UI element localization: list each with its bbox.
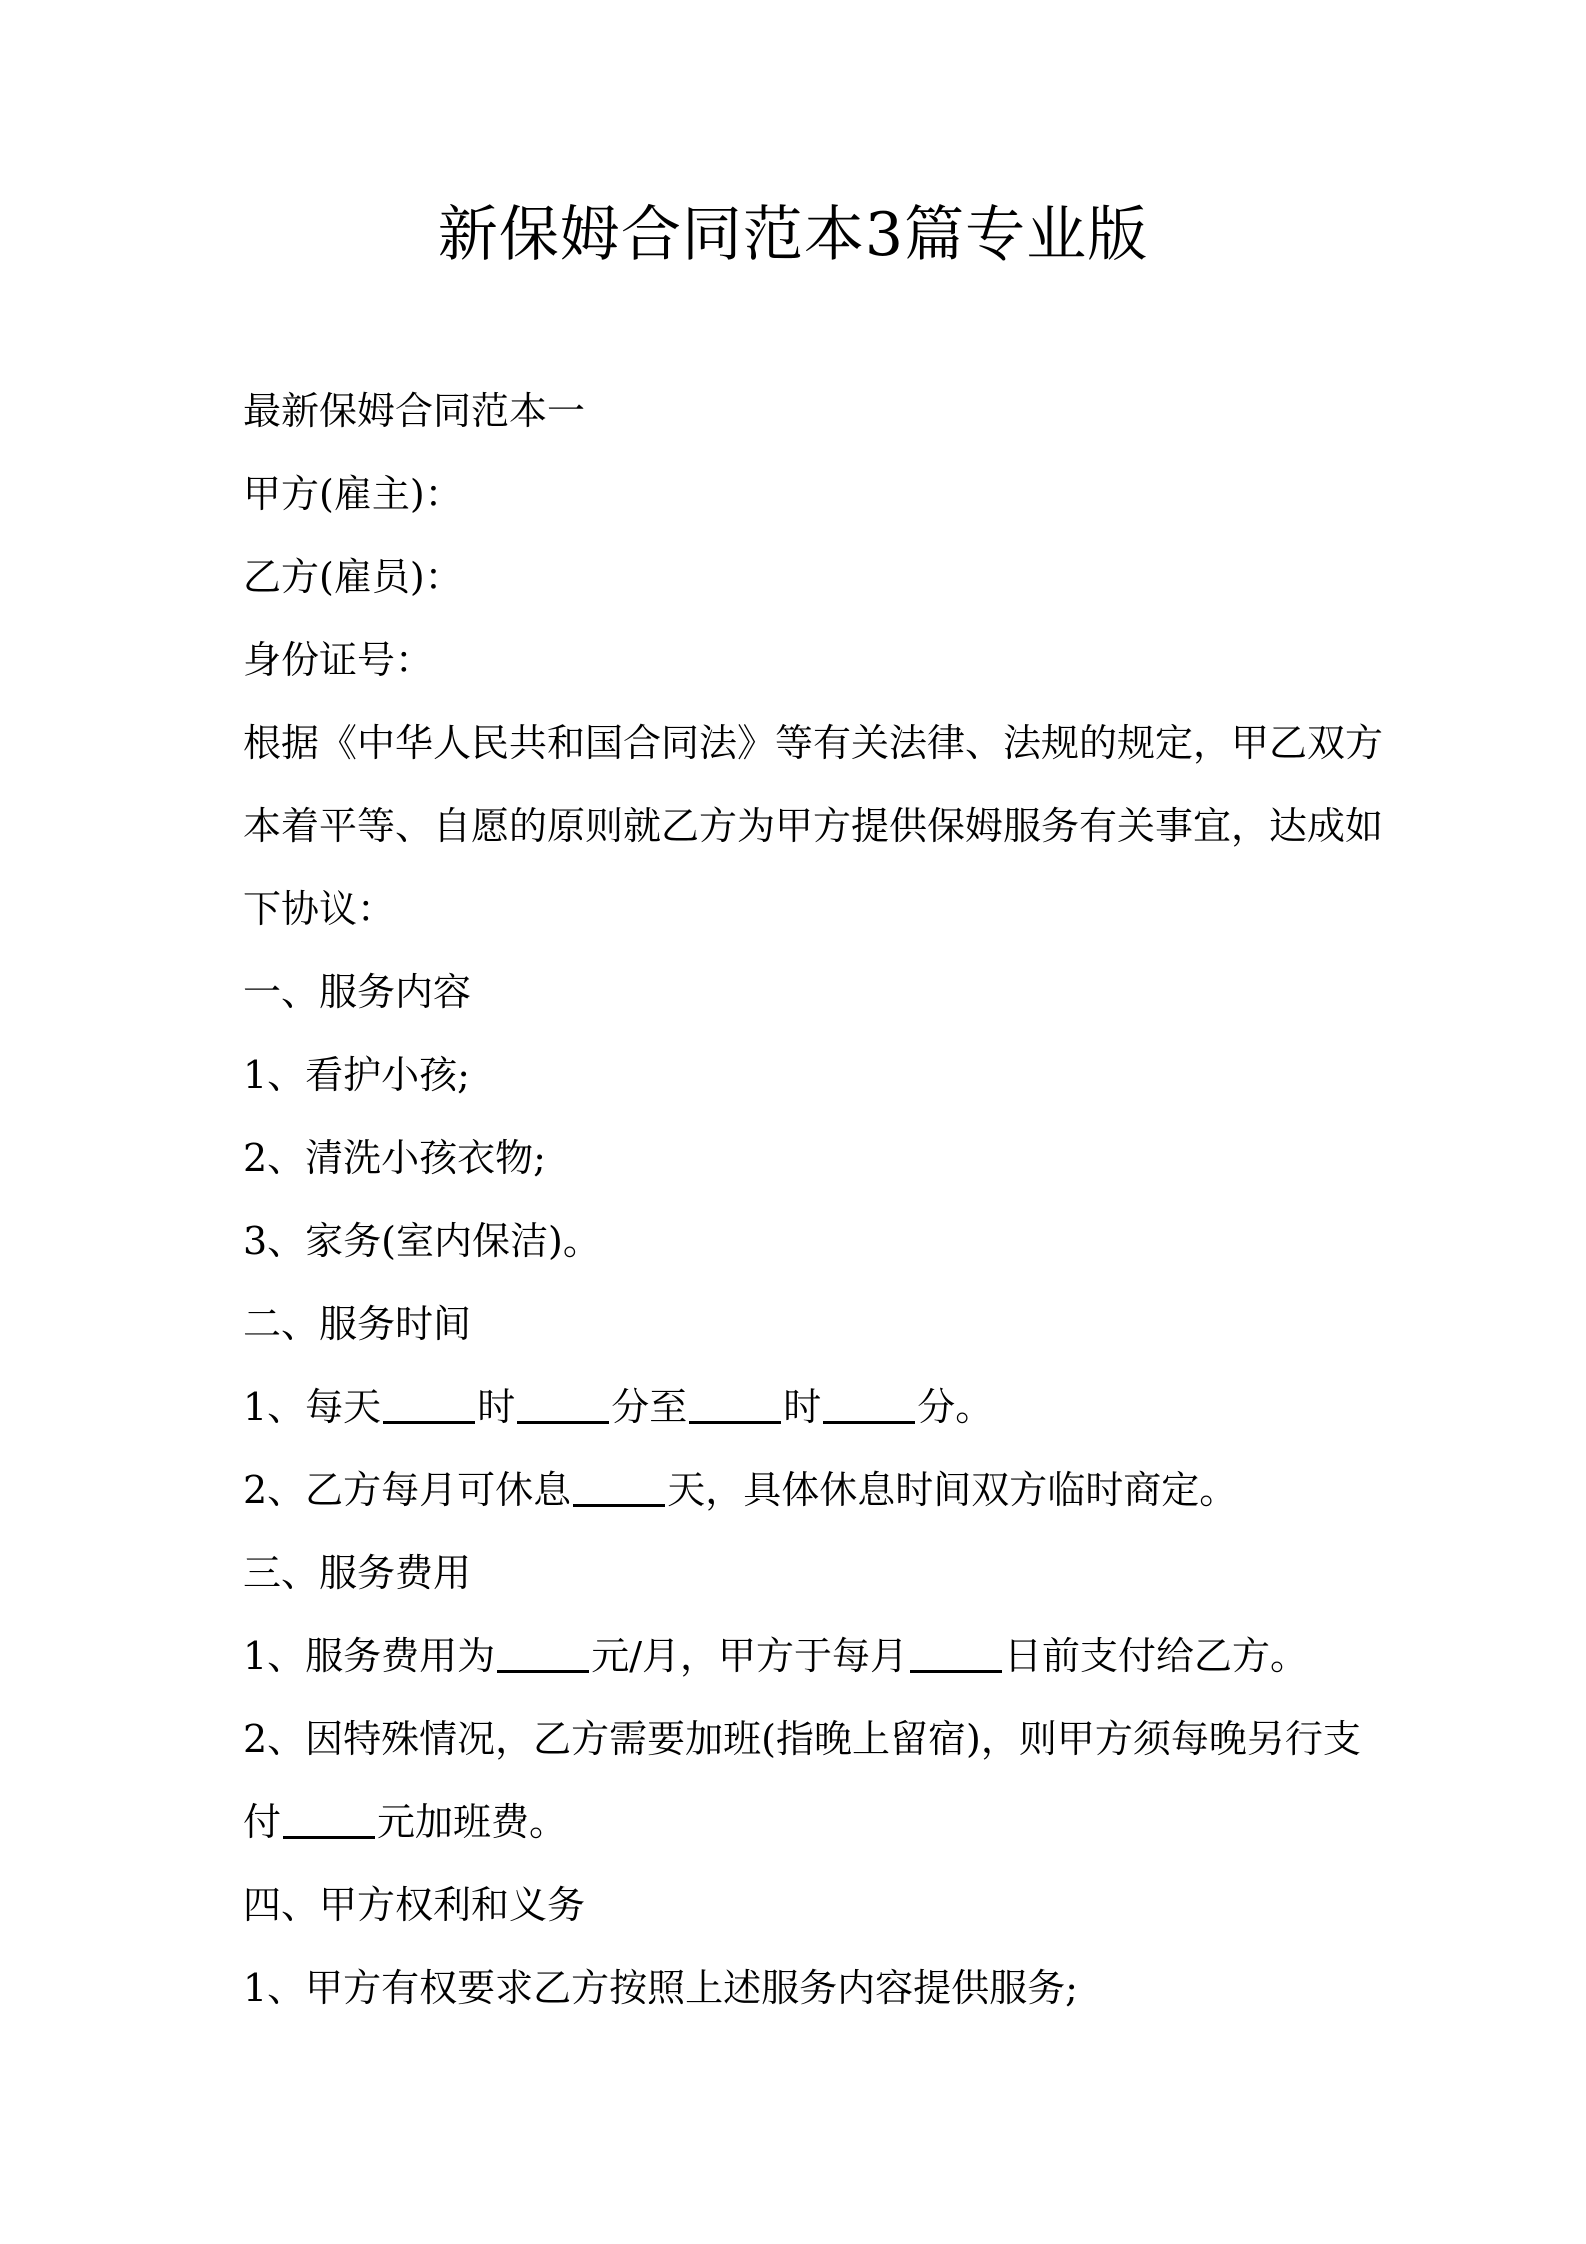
clause-heading: 四、甲方权利和义务 — [243, 1883, 586, 1927]
fill-in-blank — [497, 1669, 589, 1673]
paragraph-line: 下协议： — [243, 887, 396, 931]
clause-text: 2、乙方每月可休息 — [243, 1468, 572, 1512]
clause-text: 元/月，甲方于每月 — [591, 1634, 908, 1678]
clause-text: 1、服务费用为 — [243, 1634, 496, 1678]
clause-item — [243, 1781, 1363, 1864]
clause-text: 时 — [783, 1385, 822, 1429]
clause-item: 1、看护小孩; — [243, 1053, 470, 1097]
fill-in-blank — [823, 1420, 915, 1424]
fill-in-blank — [689, 1420, 781, 1424]
clause-text: 付 — [243, 1800, 282, 1844]
fill-in-blank — [910, 1669, 1002, 1673]
clause-item: 3、家务(室内保洁)。 — [243, 1219, 601, 1263]
paragraph-line: 根据《中华人民共和国合同法》等有关法律、法规的规定，甲乙双方 — [243, 721, 1384, 765]
clause-heading: 三、服务费用 — [243, 1551, 472, 1595]
fill-in-blank — [517, 1420, 609, 1424]
clause-text: 分至 — [611, 1385, 688, 1429]
clause-item: 1、甲方有权要求乙方按照上述服务内容提供服务; — [243, 1966, 1078, 2010]
clause-text: 日前支付给乙方。 — [1004, 1634, 1309, 1678]
section-heading: 最新保姆合同范本一 — [243, 389, 586, 433]
document-body — [243, 370, 1384, 2030]
party-a-label: 甲方(雇主)： — [243, 472, 463, 516]
paragraph-line: 本着平等、自愿的原则就乙方为甲方提供保姆服务有关事宜，达成如 — [243, 804, 1384, 848]
clause-text: 时 — [477, 1385, 516, 1429]
clause-heading: 二、服务时间 — [243, 1302, 472, 1346]
fill-in-blank — [383, 1420, 475, 1424]
clause-text: 分。 — [917, 1385, 994, 1429]
clause-text: 元加班费。 — [377, 1800, 568, 1844]
party-b-label: 乙方(雇员)： — [243, 555, 463, 599]
clause-text: 1、每天 — [243, 1385, 382, 1429]
clause-item — [243, 1615, 1363, 1698]
clause-item — [243, 1366, 1363, 1449]
fill-in-blank — [573, 1503, 665, 1507]
clause-text: 天，具体休息时间双方临时商定。 — [667, 1468, 1238, 1512]
clause-item: 2、清洗小孩衣物; — [243, 1136, 546, 1180]
clause-item — [243, 1449, 1363, 1532]
clause-heading: 一、服务内容 — [243, 970, 472, 1014]
document-title: 新保姆合同范本3篇专业版 — [437, 200, 1149, 270]
id-number-label: 身份证号： — [243, 638, 434, 682]
fill-in-blank — [283, 1835, 375, 1839]
clause-item: 2、因特殊情况，乙方需要加班(指晚上留宿)，则甲方须每晚另行支 — [243, 1717, 1361, 1761]
